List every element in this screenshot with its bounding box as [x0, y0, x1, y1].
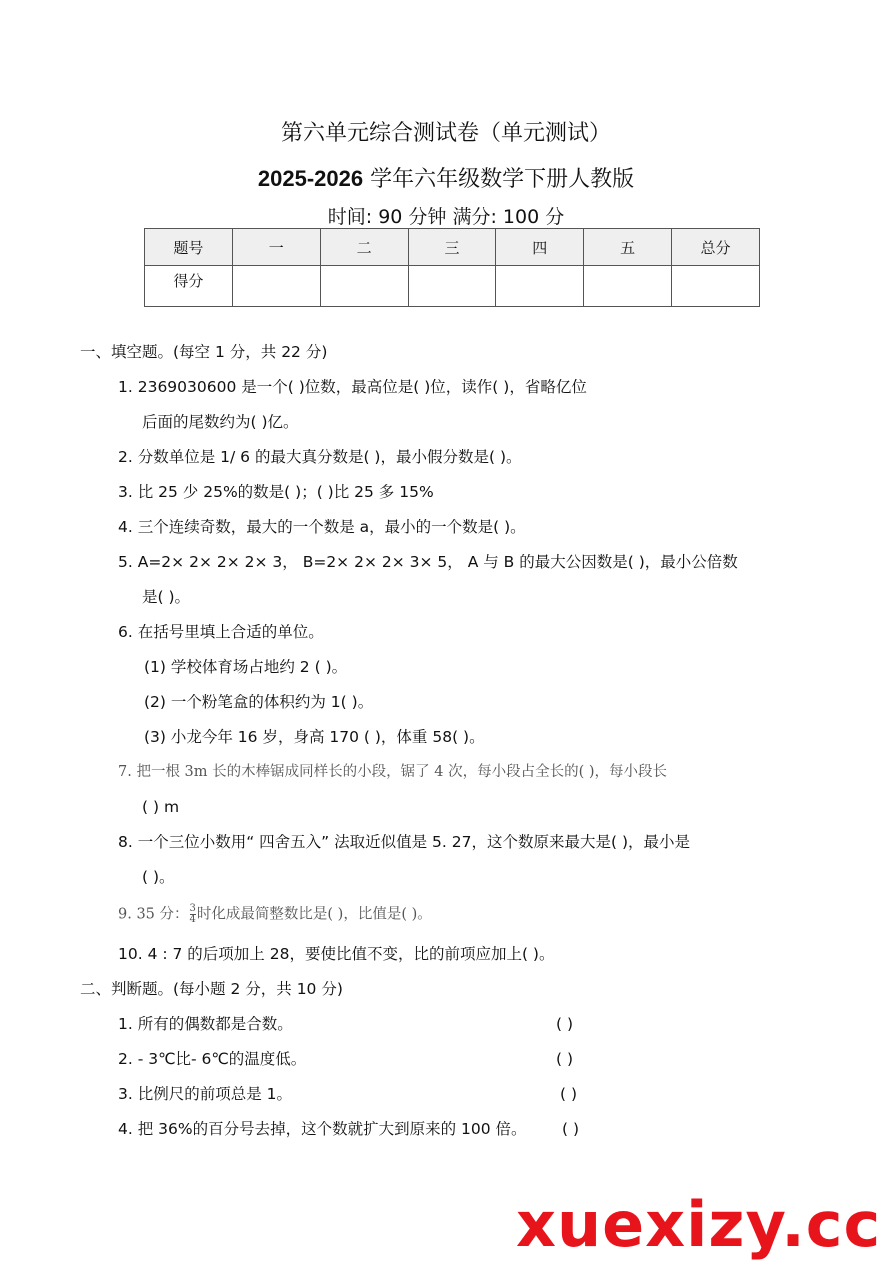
header-cell: 总分	[672, 229, 760, 266]
judge-2-bracket[interactable]: ( )	[556, 1050, 574, 1068]
header-cell: 四	[496, 229, 584, 266]
score-cell[interactable]	[320, 266, 408, 307]
question-6-part3: (3) 小龙今年 16 岁，身高 170 ( )，体重 58( )。	[144, 728, 485, 746]
question-5-line1: 5. A=2× 2× 2× 2× 3， B=2× 2× 2× 3× 5， A 与 B 的最大公因数是( )，最小公倍数	[118, 553, 738, 571]
header-cell: 题号	[145, 229, 233, 266]
question-6-part1: (1) 学校体育场占地约 2 ( )。	[144, 658, 348, 676]
grade-edition: 学年六年级数学下册人教版	[363, 167, 635, 192]
question-6: 6. 在括号里填上合适的单位。	[118, 623, 324, 641]
exam-title: 第六单元综合测试卷（单元测试）	[280, 121, 611, 146]
fraction-denominator: 4	[189, 914, 196, 925]
judge-2: 2. - 3℃比- 6℃的温度低。	[118, 1050, 307, 1068]
question-3: 3. 比 25 少 25%的数是( )；( )比 25 多 15%	[118, 483, 434, 501]
header-cell: 一	[232, 229, 320, 266]
question-9-prefix: 9. 35 分：	[118, 906, 189, 923]
question-2: 2. 分数单位是 1/ 6 的最大真分数是( )，最小假分数是( )。	[118, 448, 522, 466]
question-5-line2: 是( )。	[142, 588, 191, 606]
score-cell[interactable]	[672, 266, 760, 307]
question-8-line1: 8. 一个三位小数用“ 四舍五入” 法取近似值是 5. 27，这个数原来最大是( )，最小是	[118, 833, 691, 851]
score-table-header-row	[145, 229, 760, 266]
question-7-line1: 7. 把一根 3m 长的木棒锯成同样长的小段，锯了 4 次，每小段占全长的( )，每小段长	[118, 764, 668, 780]
judge-4: 4. 把 36%的百分号去掉，这个数就扩大到原来的 100 倍。	[118, 1120, 527, 1138]
judge-4-bracket[interactable]: ( )	[562, 1120, 580, 1138]
time-score-info: 时间: 90 分钟 满分: 100 分	[327, 206, 565, 228]
question-6-part2: (2) 一个粉笔盒的体积约为 1( )。	[144, 693, 374, 711]
header-cell: 二	[320, 229, 408, 266]
judge-3-bracket[interactable]: ( )	[560, 1085, 578, 1103]
judge-3: 3. 比例尺的前项总是 1。	[118, 1085, 293, 1103]
judge-1: 1. 所有的偶数都是合数。	[118, 1015, 293, 1033]
question-4: 4. 三个连续奇数，最大的一个数是 a，最小的一个数是( )。	[118, 518, 526, 536]
question-8-line2: ( )。	[142, 868, 175, 886]
exam-subtitle	[0, 162, 892, 193]
watermark-logo: xuexizy.cc	[516, 1188, 882, 1261]
score-table	[144, 228, 760, 307]
score-cell[interactable]	[232, 266, 320, 307]
section2-heading: 二、判断题。(每小题 2 分，共 10 分)	[80, 980, 343, 998]
score-cell[interactable]	[496, 266, 584, 307]
question-1-line2: 后面的尾数约为( )亿。	[142, 413, 299, 431]
judge-1-bracket[interactable]: ( )	[556, 1015, 574, 1033]
header-cell: 五	[584, 229, 672, 266]
section1-heading: 一、填空题。(每空 1 分，共 22 分)	[80, 343, 328, 361]
school-year: 2025-2026	[257, 166, 364, 191]
question-1-line1: 1. 2369030600 是一个( )位数，最高位是( )位，读作( )，省略亿位	[118, 378, 587, 396]
header-cell: 三	[408, 229, 496, 266]
score-row-label: 得分	[145, 266, 233, 307]
question-9-suffix: 时化成最简整数比是( )，比值是( )。	[196, 906, 432, 923]
fraction-numerator: 3	[189, 903, 196, 914]
score-table-score-row	[145, 266, 760, 307]
score-cell[interactable]	[408, 266, 496, 307]
fraction-three-quarters	[190, 904, 196, 925]
question-7-line2: ( ) m	[142, 798, 180, 816]
question-9	[118, 904, 432, 925]
score-cell[interactable]	[584, 266, 672, 307]
question-10: 10. 4 : 7 的后项加上 28，要使比值不变，比的前项应加上( )。	[118, 945, 555, 963]
